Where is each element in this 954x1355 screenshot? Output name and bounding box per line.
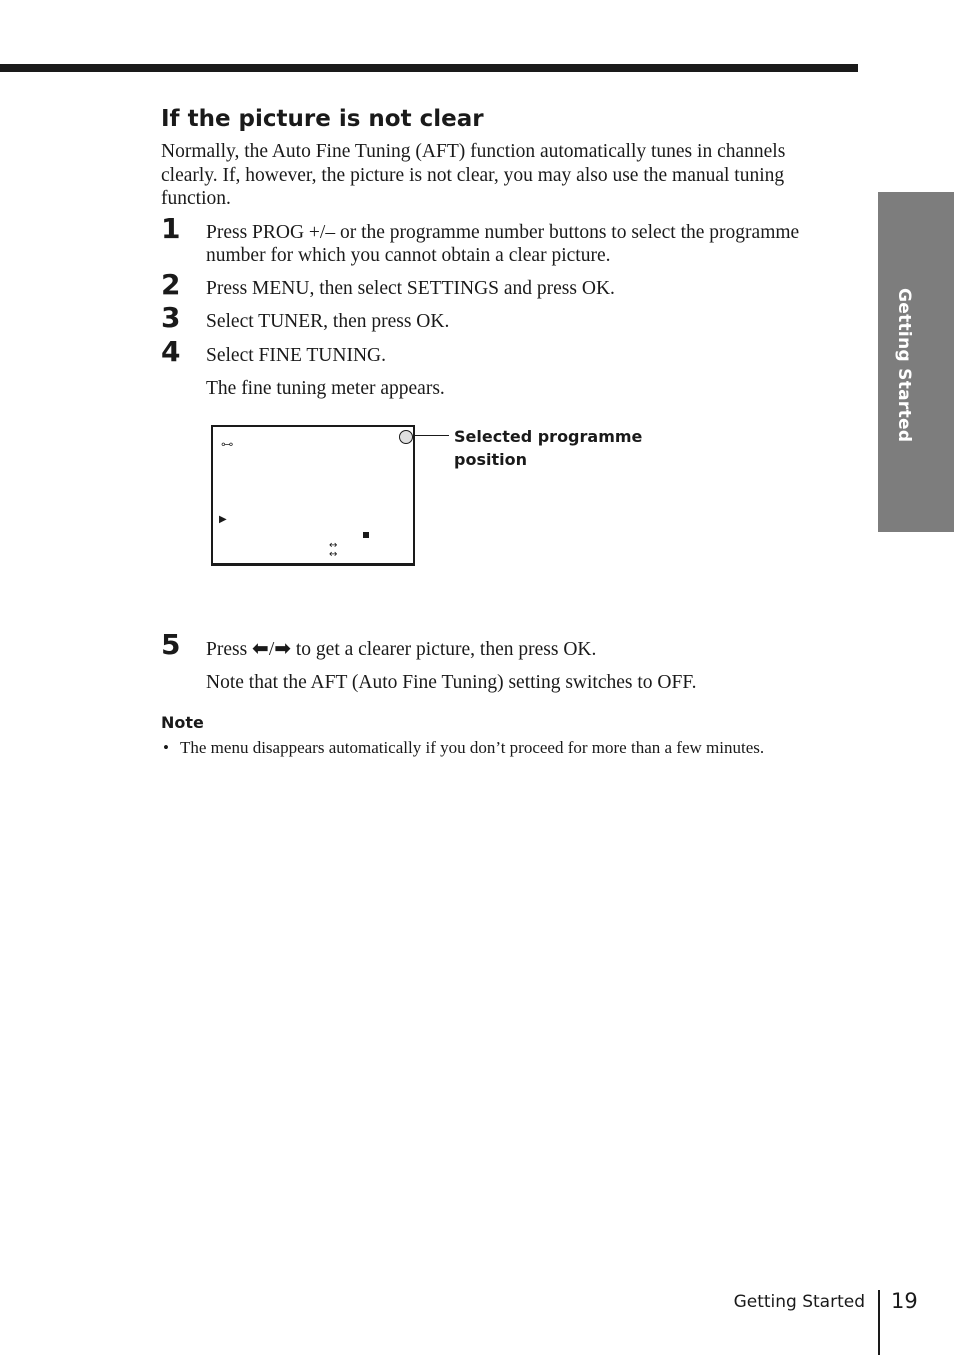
step-4 [161, 334, 841, 368]
section-tab [878, 192, 954, 532]
callout-label: Selected programme position [454, 426, 643, 469]
step-5-result: Note that the AFT (Auto Fine Tuning) setting switches to OFF. [206, 672, 697, 693]
section-tab-label: Getting Started [894, 288, 914, 443]
programme-position-marker-icon [399, 430, 413, 444]
note-item [161, 737, 841, 758]
footer-section-name: Getting Started [733, 1292, 865, 1312]
main-content [161, 104, 841, 758]
step-text: Select FINE TUNING. [206, 344, 386, 366]
section-title: If the picture is not clear [161, 106, 484, 132]
step-text: Select TUNER, then press OK. [206, 311, 450, 332]
fine-tuning-figure [161, 401, 841, 601]
footer-divider [878, 1290, 880, 1355]
tuning-meter-indicator-icon [363, 532, 369, 538]
step-2 [161, 267, 841, 301]
top-rule [0, 64, 858, 72]
left-right-adjust-icon: ↔ ↔ [329, 539, 338, 560]
note-heading: Note [161, 712, 204, 732]
tv-screen-illustration [211, 425, 415, 566]
antenna-icon: 🜺 [221, 437, 234, 453]
bullet-icon: • [163, 737, 169, 757]
step-text: Press MENU, then select SETTINGS and press OK. [206, 277, 615, 299]
left-arrow-icon: ⬅ [252, 635, 269, 660]
callout-leader-line [415, 435, 449, 437]
right-arrow-icon: ➡ [274, 635, 291, 660]
step-number: 2 [161, 267, 181, 301]
step-text: Press ⬅/➡ to get a clearer picture, then press OK. [206, 635, 597, 660]
step-5-text-before: Press [206, 638, 248, 660]
step-4-result: The fine tuning meter appears. [206, 378, 445, 399]
note-text: The menu disappears automatically if you don’t proceed for more than a few minutes. [180, 737, 765, 757]
step-number: 1 [161, 211, 181, 245]
step-3 [161, 301, 841, 334]
step-1 [161, 211, 841, 268]
step-5-text-after: to get a clearer picture, then press OK. [295, 638, 597, 660]
step-number: 5 [161, 627, 181, 661]
step-number: 3 [161, 301, 181, 334]
step-text: Press PROG +/– or the programme number buttons to select the programme number for which you cannot obtain a clear picture. [206, 221, 800, 266]
page-number: 19 [891, 1289, 918, 1313]
step-5 [161, 627, 841, 662]
step-number: 4 [161, 334, 181, 368]
steps-list [161, 211, 841, 695]
cursor-triangle-icon: ▶ [219, 513, 227, 525]
intro-paragraph: Normally, the Auto Fine Tuning (AFT) function automatically tunes in channels clearly. If, however, the picture is not clear, you may also use the manual tuning function. [161, 141, 786, 209]
